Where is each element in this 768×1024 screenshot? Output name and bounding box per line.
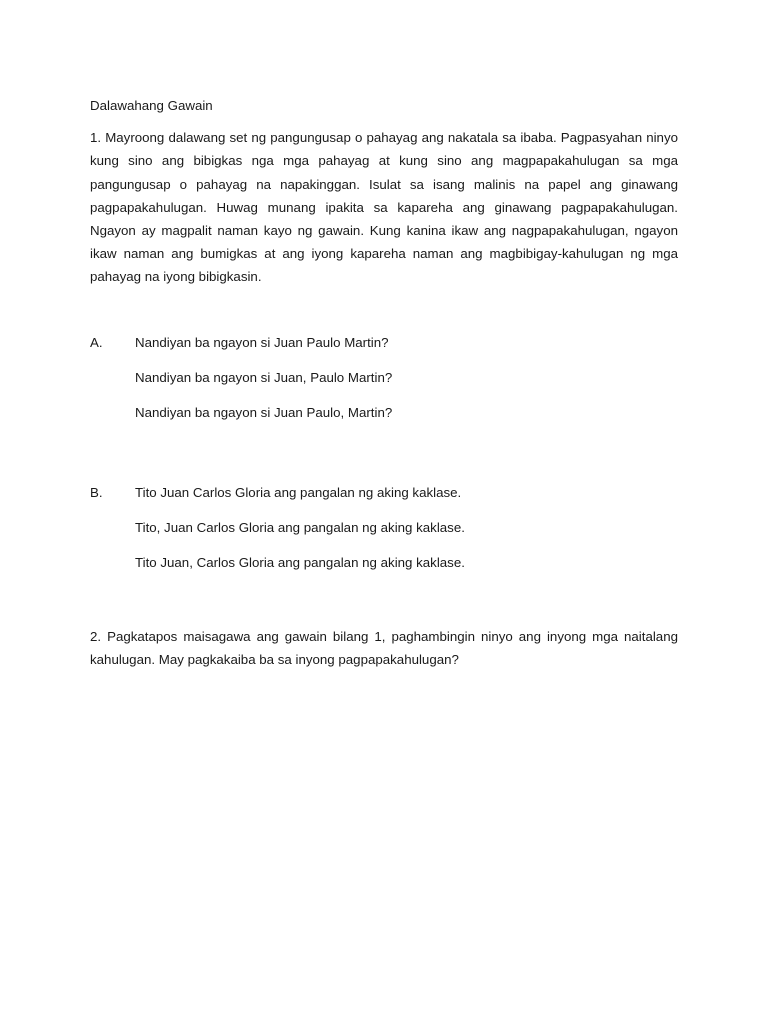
set-label: B. xyxy=(90,484,103,500)
instruction-item-1: 1. Mayroong dalawang set ng pangungusap o pahayag ang nakatala sa ibaba. Pagpasyahan ninyo kung sino ang bibigkas nga mga pahayag at kung sino ang magpapakahulugan sa mga pangungusap o pahayag na napakinggan. Isulat sa isang malinis na papel ang ginawang pagpapakahulugan. Huwag munang ipakita sa kapareha ang ginawang pagpapakahulugan. Ngayon ay magpalit naman kayo ng gawain. Kung kanina ikaw ang nagpapakahulugan, ngayon ikaw naman ang bumigkas at ang iyong kapareha naman ang magbibigay-kahulugan ng mga pahayag na iyong bibigkasin. xyxy=(90,130,678,285)
sentence-row xyxy=(90,481,678,516)
sentence-set-a xyxy=(90,331,678,436)
sentence: Nandiyan ba ngayon si Juan, Paulo Martin? xyxy=(135,369,393,385)
sentence-row xyxy=(90,366,678,401)
sentence: Tito Juan Carlos Gloria ang pangalan ng aking kaklase. xyxy=(135,484,462,500)
sentence-set-b xyxy=(90,481,678,586)
sentence-row xyxy=(90,516,678,551)
sentence-row xyxy=(90,551,678,586)
sentence-row xyxy=(90,401,678,436)
set-label: A. xyxy=(90,334,103,350)
sentence: Nandiyan ba ngayon si Juan Paulo Martin? xyxy=(135,334,389,350)
sentence: Nandiyan ba ngayon si Juan Paulo, Martin? xyxy=(135,404,393,420)
document-page xyxy=(90,94,678,671)
document-title: Dalawahang Gawain xyxy=(90,98,213,113)
sentence: Tito Juan, Carlos Gloria ang pangalan ng aking kaklase. xyxy=(135,554,465,570)
instruction-item-2: 2. Pagkatapos maisagawa ang gawain bilang 1, paghambingin ninyo ang inyong mga naitalang kahulugan. May pagkakaiba ba sa inyong pagpapakahulugan? xyxy=(90,628,678,667)
sentence: Tito, Juan Carlos Gloria ang pangalan ng aking kaklase. xyxy=(135,519,465,535)
sentence-row xyxy=(90,331,678,366)
